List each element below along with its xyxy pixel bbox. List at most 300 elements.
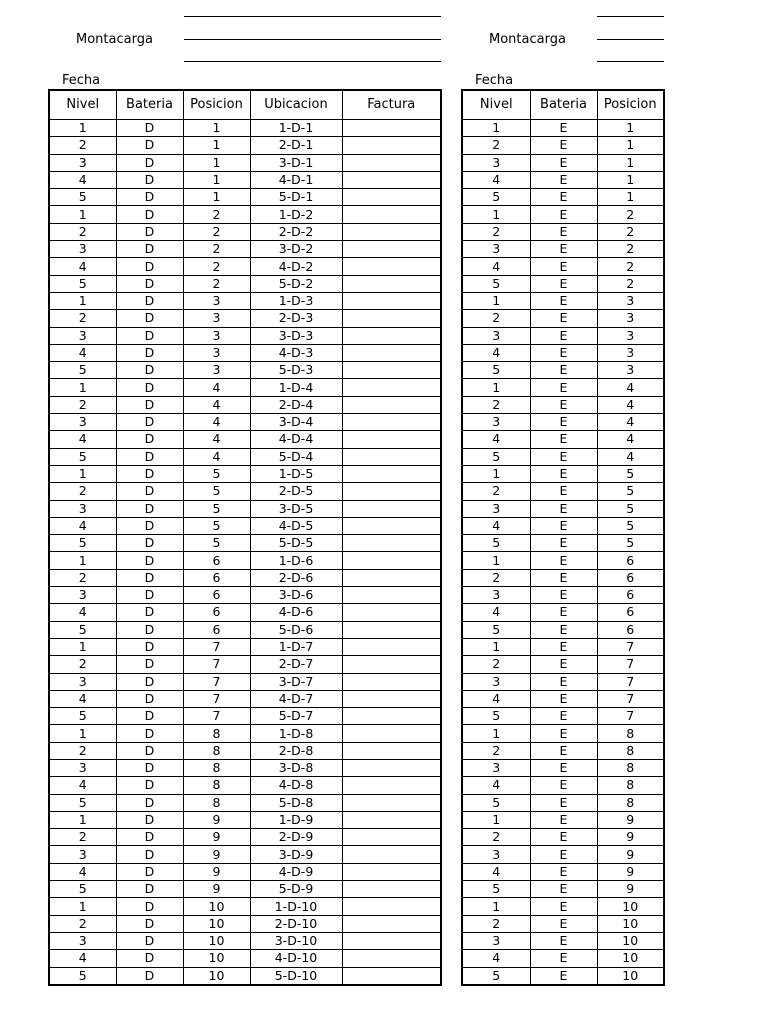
table-row <box>49 465 441 482</box>
factura-cell[interactable] <box>342 535 441 552</box>
bateria-cell: E <box>530 708 597 725</box>
nivel-cell: 3 <box>49 414 116 431</box>
nivel-cell: 4 <box>49 863 116 880</box>
nivel-cell: 1 <box>462 120 530 137</box>
posicion-cell: 5 <box>183 465 250 482</box>
nivel-cell: 1 <box>49 292 116 309</box>
nivel-cell: 4 <box>462 863 530 880</box>
nivel-cell: 5 <box>462 189 530 206</box>
factura-cell[interactable] <box>342 327 441 344</box>
table-row <box>462 604 664 621</box>
posicion-cell: 6 <box>597 587 664 604</box>
table-row <box>49 517 441 534</box>
bateria-cell: D <box>116 656 183 673</box>
ubicacion-cell: 4-D-1 <box>250 171 342 188</box>
bateria-cell: D <box>116 120 183 137</box>
table-row <box>49 898 441 915</box>
posicion-cell: 8 <box>597 759 664 776</box>
nivel-cell: 2 <box>462 137 530 154</box>
nivel-cell: 1 <box>462 552 530 569</box>
factura-cell[interactable] <box>342 258 441 275</box>
nivel-cell: 1 <box>462 638 530 655</box>
factura-cell[interactable] <box>342 223 441 240</box>
factura-cell[interactable] <box>342 950 441 967</box>
montacarga-line-2-left[interactable] <box>184 39 441 40</box>
factura-cell[interactable] <box>342 604 441 621</box>
ubicacion-cell: 3-D-7 <box>250 673 342 690</box>
location-table-e <box>461 89 665 986</box>
bateria-cell: E <box>530 863 597 880</box>
table-row <box>49 829 441 846</box>
posicion-cell: 1 <box>183 120 250 137</box>
nivel-cell: 1 <box>462 379 530 396</box>
posicion-cell: 2 <box>597 241 664 258</box>
factura-cell[interactable] <box>342 759 441 776</box>
table-row <box>49 915 441 932</box>
factura-cell[interactable] <box>342 189 441 206</box>
nivel-cell: 5 <box>49 621 116 638</box>
bateria-cell: E <box>530 292 597 309</box>
table-row <box>49 223 441 240</box>
bateria-cell: E <box>530 846 597 863</box>
table-row <box>462 967 664 985</box>
nivel-cell: 5 <box>462 362 530 379</box>
bateria-cell: E <box>530 604 597 621</box>
table-row <box>462 846 664 863</box>
nivel-cell: 4 <box>462 258 530 275</box>
posicion-cell: 7 <box>183 690 250 707</box>
table-row <box>49 379 441 396</box>
nivel-cell: 4 <box>462 950 530 967</box>
table-row <box>462 621 664 638</box>
table-row <box>462 742 664 759</box>
bateria-cell: E <box>530 673 597 690</box>
nivel-cell: 3 <box>462 932 530 949</box>
posicion-cell: 10 <box>183 967 250 985</box>
factura-cell[interactable] <box>342 587 441 604</box>
posicion-cell: 8 <box>597 794 664 811</box>
nivel-cell: 1 <box>462 292 530 309</box>
bateria-cell: E <box>530 223 597 240</box>
posicion-cell: 5 <box>597 483 664 500</box>
bateria-cell: D <box>116 673 183 690</box>
posicion-cell: 6 <box>597 604 664 621</box>
table-row <box>49 638 441 655</box>
nivel-cell: 3 <box>462 846 530 863</box>
ubicacion-cell: 1-D-8 <box>250 725 342 742</box>
table-row <box>49 846 441 863</box>
header-posicion: Posicion <box>597 90 664 120</box>
posicion-cell: 1 <box>183 154 250 171</box>
posicion-cell: 5 <box>597 535 664 552</box>
ubicacion-cell: 1-D-9 <box>250 811 342 828</box>
factura-cell[interactable] <box>342 811 441 828</box>
table-row <box>462 483 664 500</box>
posicion-cell: 10 <box>183 915 250 932</box>
nivel-cell: 4 <box>49 950 116 967</box>
factura-cell[interactable] <box>342 414 441 431</box>
bateria-cell: E <box>530 690 597 707</box>
bateria-cell: E <box>530 120 597 137</box>
table-row <box>462 950 664 967</box>
posicion-cell: 10 <box>183 932 250 949</box>
ubicacion-cell: 5-D-1 <box>250 189 342 206</box>
posicion-cell: 5 <box>183 517 250 534</box>
nivel-cell: 3 <box>49 759 116 776</box>
bateria-cell: D <box>116 465 183 482</box>
montacarga-line-3-right[interactable] <box>597 61 664 62</box>
nivel-cell: 4 <box>462 777 530 794</box>
posicion-cell: 9 <box>597 829 664 846</box>
ubicacion-cell: 2-D-3 <box>250 310 342 327</box>
posicion-cell: 2 <box>597 206 664 223</box>
table-row <box>49 587 441 604</box>
ubicacion-cell: 4-D-5 <box>250 517 342 534</box>
table-row <box>462 673 664 690</box>
nivel-cell: 2 <box>49 483 116 500</box>
posicion-cell: 5 <box>183 535 250 552</box>
ubicacion-cell: 3-D-4 <box>250 414 342 431</box>
bateria-cell: E <box>530 569 597 586</box>
ubicacion-cell: 4-D-4 <box>250 431 342 448</box>
factura-cell[interactable] <box>342 829 441 846</box>
posicion-cell: 1 <box>597 154 664 171</box>
ubicacion-cell: 1-D-4 <box>250 379 342 396</box>
ubicacion-cell: 3-D-1 <box>250 154 342 171</box>
nivel-cell: 5 <box>49 794 116 811</box>
factura-cell[interactable] <box>342 569 441 586</box>
nivel-cell: 4 <box>49 431 116 448</box>
bateria-cell: D <box>116 759 183 776</box>
nivel-cell: 3 <box>462 500 530 517</box>
table-row <box>49 708 441 725</box>
table-row <box>49 206 441 223</box>
bateria-cell: E <box>530 396 597 413</box>
factura-cell[interactable] <box>342 137 441 154</box>
factura-cell[interactable] <box>342 967 441 985</box>
ubicacion-cell: 3-D-8 <box>250 759 342 776</box>
factura-cell[interactable] <box>342 275 441 292</box>
table-row <box>462 275 664 292</box>
factura-cell[interactable] <box>342 673 441 690</box>
table-row <box>49 794 441 811</box>
posicion-cell: 7 <box>597 708 664 725</box>
ubicacion-cell: 5-D-8 <box>250 794 342 811</box>
bateria-cell: D <box>116 604 183 621</box>
factura-cell[interactable] <box>342 915 441 932</box>
factura-cell[interactable] <box>342 431 441 448</box>
table-row <box>49 171 441 188</box>
ubicacion-cell: 5-D-7 <box>250 708 342 725</box>
posicion-cell: 10 <box>597 967 664 985</box>
bateria-cell: D <box>116 483 183 500</box>
nivel-cell: 3 <box>462 587 530 604</box>
ubicacion-cell: 1-D-10 <box>250 898 342 915</box>
ubicacion-cell: 1-D-5 <box>250 465 342 482</box>
factura-cell[interactable] <box>342 154 441 171</box>
nivel-cell: 2 <box>49 742 116 759</box>
table-row <box>462 137 664 154</box>
nivel-cell: 1 <box>462 206 530 223</box>
nivel-cell: 4 <box>462 517 530 534</box>
bateria-cell: D <box>116 327 183 344</box>
bateria-cell: E <box>530 241 597 258</box>
table-row <box>462 344 664 361</box>
table-row <box>49 448 441 465</box>
factura-cell[interactable] <box>342 310 441 327</box>
posicion-cell: 2 <box>597 275 664 292</box>
posicion-cell: 3 <box>597 310 664 327</box>
posicion-cell: 8 <box>597 777 664 794</box>
factura-cell[interactable] <box>342 362 441 379</box>
factura-cell[interactable] <box>342 932 441 949</box>
bateria-cell: D <box>116 189 183 206</box>
header-bateria: Bateria <box>530 90 597 120</box>
table-row <box>462 258 664 275</box>
nivel-cell: 5 <box>49 967 116 985</box>
factura-cell[interactable] <box>342 171 441 188</box>
nivel-cell: 2 <box>462 223 530 240</box>
table-row <box>49 396 441 413</box>
factura-cell[interactable] <box>342 656 441 673</box>
factura-cell[interactable] <box>342 794 441 811</box>
table-row <box>49 500 441 517</box>
ubicacion-cell: 4-D-3 <box>250 344 342 361</box>
header-nivel: Nivel <box>462 90 530 120</box>
factura-cell[interactable] <box>342 344 441 361</box>
bateria-cell: E <box>530 881 597 898</box>
bateria-cell: D <box>116 258 183 275</box>
posicion-cell: 4 <box>597 448 664 465</box>
bateria-cell: D <box>116 310 183 327</box>
nivel-cell: 1 <box>462 898 530 915</box>
table-row <box>462 465 664 482</box>
nivel-cell: 3 <box>462 414 530 431</box>
posicion-cell: 5 <box>183 483 250 500</box>
posicion-cell: 6 <box>597 569 664 586</box>
table-row <box>462 638 664 655</box>
posicion-cell: 6 <box>597 621 664 638</box>
table-row <box>462 811 664 828</box>
nivel-cell: 1 <box>49 552 116 569</box>
factura-cell[interactable] <box>342 500 441 517</box>
factura-cell[interactable] <box>342 881 441 898</box>
table-row <box>49 327 441 344</box>
table-row <box>462 171 664 188</box>
bateria-cell: E <box>530 915 597 932</box>
nivel-cell: 1 <box>49 725 116 742</box>
bateria-cell: D <box>116 552 183 569</box>
bateria-cell: E <box>530 587 597 604</box>
table-row <box>462 448 664 465</box>
posicion-cell: 8 <box>183 742 250 759</box>
nivel-cell: 1 <box>49 206 116 223</box>
montacarga-line-2-right[interactable] <box>597 39 664 40</box>
bateria-cell: D <box>116 241 183 258</box>
table-row <box>49 241 441 258</box>
ubicacion-cell: 5-D-6 <box>250 621 342 638</box>
bateria-cell: E <box>530 794 597 811</box>
bateria-cell: D <box>116 863 183 880</box>
posicion-cell: 2 <box>183 241 250 258</box>
bateria-cell: D <box>116 344 183 361</box>
factura-cell[interactable] <box>342 292 441 309</box>
factura-cell[interactable] <box>342 206 441 223</box>
ubicacion-cell: 5-D-4 <box>250 448 342 465</box>
ubicacion-cell: 5-D-2 <box>250 275 342 292</box>
table-row <box>49 759 441 776</box>
posicion-cell: 4 <box>183 431 250 448</box>
nivel-cell: 1 <box>462 465 530 482</box>
factura-cell[interactable] <box>342 120 441 137</box>
factura-cell[interactable] <box>342 448 441 465</box>
factura-cell[interactable] <box>342 898 441 915</box>
table-row <box>49 881 441 898</box>
factura-cell[interactable] <box>342 638 441 655</box>
table-row <box>49 569 441 586</box>
table-row <box>49 950 441 967</box>
factura-cell[interactable] <box>342 863 441 880</box>
nivel-cell: 5 <box>49 362 116 379</box>
factura-cell[interactable] <box>342 379 441 396</box>
posicion-cell: 3 <box>597 344 664 361</box>
bateria-cell: D <box>116 881 183 898</box>
nivel-cell: 4 <box>49 777 116 794</box>
table-row <box>49 431 441 448</box>
posicion-cell: 5 <box>183 500 250 517</box>
ubicacion-cell: 1-D-7 <box>250 638 342 655</box>
posicion-cell: 2 <box>183 258 250 275</box>
table-row <box>49 362 441 379</box>
bateria-cell: E <box>530 275 597 292</box>
table-row <box>462 829 664 846</box>
factura-cell[interactable] <box>342 517 441 534</box>
posicion-cell: 2 <box>183 275 250 292</box>
posicion-cell: 9 <box>597 881 664 898</box>
table-row <box>462 379 664 396</box>
nivel-cell: 2 <box>49 310 116 327</box>
factura-cell[interactable] <box>342 777 441 794</box>
bateria-cell: D <box>116 569 183 586</box>
bateria-cell: E <box>530 137 597 154</box>
montacarga-line-1-left[interactable] <box>184 16 441 17</box>
header-factura: Factura <box>342 90 441 120</box>
bateria-cell: D <box>116 638 183 655</box>
table-row <box>49 777 441 794</box>
table-row <box>462 587 664 604</box>
posicion-cell: 10 <box>183 898 250 915</box>
table-row <box>49 258 441 275</box>
bateria-cell: D <box>116 500 183 517</box>
posicion-cell: 1 <box>183 171 250 188</box>
nivel-cell: 1 <box>462 725 530 742</box>
nivel-cell: 3 <box>49 241 116 258</box>
posicion-cell: 4 <box>183 414 250 431</box>
posicion-cell: 6 <box>183 587 250 604</box>
table-header-row <box>462 90 664 120</box>
posicion-cell: 9 <box>183 846 250 863</box>
bateria-cell: E <box>530 431 597 448</box>
nivel-cell: 5 <box>49 708 116 725</box>
nivel-cell: 3 <box>49 154 116 171</box>
posicion-cell: 3 <box>183 292 250 309</box>
bateria-cell: D <box>116 171 183 188</box>
nivel-cell: 4 <box>462 431 530 448</box>
ubicacion-cell: 5-D-3 <box>250 362 342 379</box>
bateria-cell: E <box>530 327 597 344</box>
table-row <box>462 517 664 534</box>
table-row <box>462 708 664 725</box>
table-header-row <box>49 90 441 120</box>
ubicacion-cell: 5-D-5 <box>250 535 342 552</box>
table-row <box>49 483 441 500</box>
table-row <box>49 742 441 759</box>
nivel-cell: 5 <box>49 189 116 206</box>
table-row <box>462 414 664 431</box>
ubicacion-cell: 2-D-9 <box>250 829 342 846</box>
ubicacion-cell: 2-D-4 <box>250 396 342 413</box>
bateria-cell: E <box>530 362 597 379</box>
table-row <box>49 932 441 949</box>
bateria-cell: D <box>116 829 183 846</box>
ubicacion-cell: 2-D-2 <box>250 223 342 240</box>
bateria-cell: D <box>116 742 183 759</box>
nivel-cell: 5 <box>462 535 530 552</box>
ubicacion-cell: 4-D-7 <box>250 690 342 707</box>
bateria-cell: D <box>116 690 183 707</box>
bateria-cell: E <box>530 950 597 967</box>
table-row <box>462 898 664 915</box>
bateria-cell: E <box>530 189 597 206</box>
posicion-cell: 1 <box>597 137 664 154</box>
ubicacion-cell: 5-D-10 <box>250 967 342 985</box>
nivel-cell: 2 <box>49 137 116 154</box>
montacarga-line-3-left[interactable] <box>184 61 441 62</box>
posicion-cell: 4 <box>597 379 664 396</box>
table-row <box>462 932 664 949</box>
factura-cell[interactable] <box>342 483 441 500</box>
factura-cell[interactable] <box>342 552 441 569</box>
nivel-cell: 2 <box>462 483 530 500</box>
posicion-cell: 9 <box>183 881 250 898</box>
factura-cell[interactable] <box>342 396 441 413</box>
factura-cell[interactable] <box>342 690 441 707</box>
table-row <box>49 656 441 673</box>
nivel-cell: 4 <box>462 344 530 361</box>
nivel-cell: 3 <box>49 846 116 863</box>
bateria-cell: E <box>530 759 597 776</box>
factura-cell[interactable] <box>342 621 441 638</box>
bateria-cell: D <box>116 206 183 223</box>
posicion-cell: 9 <box>183 863 250 880</box>
factura-cell[interactable] <box>342 846 441 863</box>
ubicacion-cell: 3-D-2 <box>250 241 342 258</box>
factura-cell[interactable] <box>342 742 441 759</box>
factura-cell[interactable] <box>342 725 441 742</box>
factura-cell[interactable] <box>342 241 441 258</box>
fecha-label-right: Fecha <box>475 73 514 88</box>
bateria-cell: D <box>116 950 183 967</box>
ubicacion-cell: 4-D-6 <box>250 604 342 621</box>
ubicacion-cell: 3-D-5 <box>250 500 342 517</box>
montacarga-line-1-right[interactable] <box>597 16 664 17</box>
factura-cell[interactable] <box>342 708 441 725</box>
table-row <box>49 725 441 742</box>
nivel-cell: 2 <box>49 223 116 240</box>
factura-cell[interactable] <box>342 465 441 482</box>
header-bateria: Bateria <box>116 90 183 120</box>
table-row <box>462 759 664 776</box>
